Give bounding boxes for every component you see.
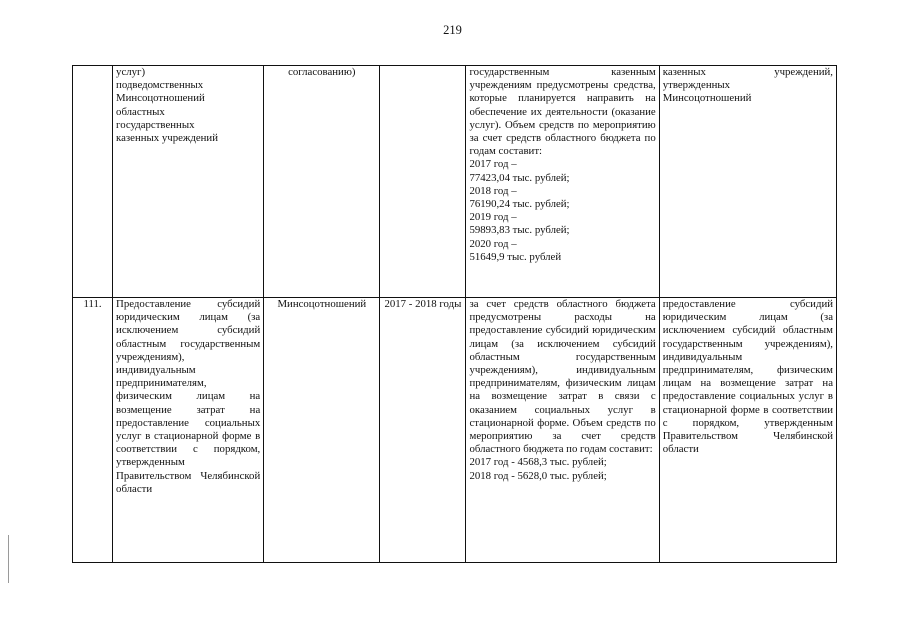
activity-name-line: казенных учреждений bbox=[116, 132, 218, 145]
program-table bbox=[72, 65, 837, 563]
funding-year-line: 2019 год – bbox=[469, 211, 517, 224]
table-row bbox=[73, 66, 837, 298]
funding-cell bbox=[466, 66, 659, 298]
result-line: Минсоцотношений bbox=[662, 92, 752, 105]
period-cell bbox=[380, 66, 466, 298]
funding-amount-line: 51649,9 тыс. рублей bbox=[469, 250, 562, 263]
result-cell bbox=[659, 298, 836, 563]
result-cell bbox=[659, 66, 836, 298]
activity-name-line: областных bbox=[116, 105, 165, 118]
funding-year-line: 2017 год - 4568,3 тыс. рублей; bbox=[469, 456, 607, 469]
executor-cell: согласованию) bbox=[264, 66, 380, 298]
executor-cell: Минсоцотношений bbox=[264, 298, 380, 563]
period-cell: 2017 - 2018 годы bbox=[380, 298, 466, 563]
activity-name-line: государственных bbox=[116, 118, 195, 131]
row-number-cell bbox=[73, 66, 113, 298]
page-number: 219 bbox=[443, 23, 462, 37]
funding-text: государственным казенным учреждениям предусмотрены средства, которые планируется направить на обеспечение их деятельности (оказание услуг). Объем средств по мероприятию за счет средств областного бюджета по годам составит: bbox=[469, 66, 656, 158]
funding-amount-line: 76190,24 тыс. рублей; bbox=[469, 198, 570, 211]
funding-amount-line: 59893,83 тыс. рублей; bbox=[469, 224, 570, 237]
result-text: предоставление субсидий юридическим лицам (за исключением субсидий областным государственным учреждениям), индивидуальным предпринимателям, физическим лицам на возмещение затрат на предоставление социальных услуг в стационарной форме в соответствии с порядком, утвержденным Правительством Челябинской области bbox=[662, 298, 833, 456]
funding-cell bbox=[466, 298, 659, 563]
funding-year-line: 2018 год - 5628,0 тыс. рублей; bbox=[469, 469, 607, 482]
activity-name-text: Предоставление субсидий юридическим лицам (за исключением субсидий областным государственным учреждениям), индивидуальным предпринимателям, физическим лицам на возмещение затрат на предоставление социальных услуг в стационарной форме в соответствии с порядком, утвержденным Правительством Челябинской области bbox=[116, 298, 261, 495]
activity-name-line: услуг) bbox=[116, 66, 146, 78]
funding-year-line: 2017 год – bbox=[469, 158, 517, 171]
activity-name-cell bbox=[113, 66, 264, 298]
activity-name-line: Минсоцотношений bbox=[116, 92, 205, 105]
funding-year-line: 2018 год – bbox=[469, 184, 517, 197]
result-line: утвержденных bbox=[662, 79, 731, 92]
scan-margin-line bbox=[8, 535, 9, 583]
result-text: казенных учреждений, bbox=[662, 66, 833, 78]
funding-amount-line: 77423,04 тыс. рублей; bbox=[469, 171, 570, 184]
funding-text: за счет средств областного бюджета предусмотрены расходы на предоставление субсидий юридическим лицам (за исключением субсидий областным государственным учреждениям), индивидуальным предпринимателям, физическим лицам на возмещение затрат в связи с оказанием социальных услуг в стационарной форме. Объем средств по мероприятию за счет средств областного бюджета по годам составит: bbox=[469, 298, 656, 456]
table-row bbox=[73, 298, 837, 563]
activity-name-line: подведомственных bbox=[116, 79, 204, 92]
activity-name-cell bbox=[113, 298, 264, 563]
funding-year-line: 2020 год – bbox=[469, 237, 517, 250]
row-number-cell: 111. bbox=[73, 298, 113, 563]
